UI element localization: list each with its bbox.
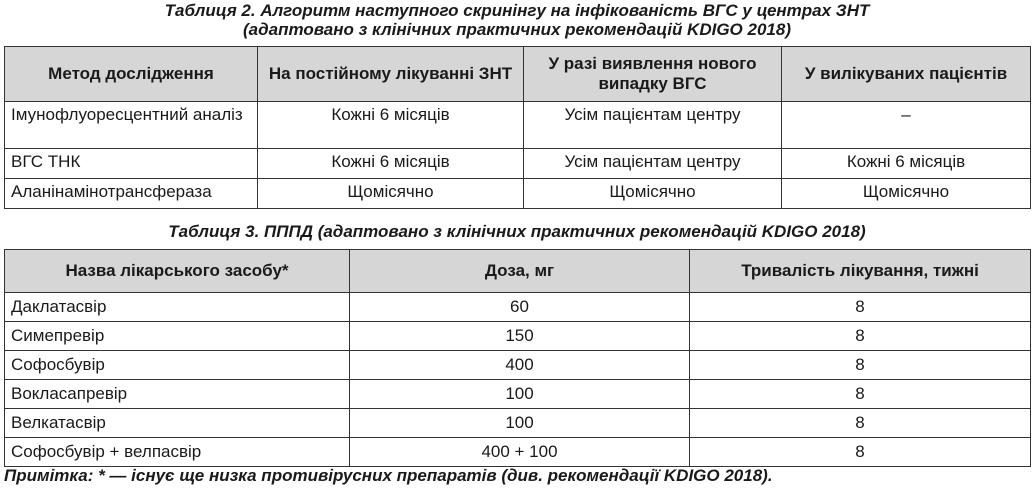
cell-cured: Щомісячно [782, 179, 1031, 209]
cell-drug: Велкатасвір [5, 409, 350, 438]
cell-dose: 150 [350, 322, 690, 351]
cell-dose: 100 [350, 380, 690, 409]
cell-dose: 400 + 100 [350, 438, 690, 467]
cell-duration: 8 [690, 380, 1031, 409]
cell-duration: 8 [690, 351, 1031, 380]
table-row [5, 102, 1031, 149]
cell-cured: Кожні 6 місяців [782, 149, 1031, 179]
cell-cured: – [782, 102, 1031, 149]
daa-drugs-table [4, 249, 1031, 467]
cell-drug: Симепревір [5, 322, 350, 351]
table2-caption [0, 1, 1034, 39]
cell-permanent: Щомісячно [258, 179, 524, 209]
cell-new-case: Щомісячно [524, 179, 782, 209]
cell-duration: 8 [690, 322, 1031, 351]
header-permanent-treatment: На постійному лікуванні ЗНТ [258, 47, 524, 102]
cell-drug: Даклатасвір [5, 293, 350, 322]
header-new-case: У разі виявлення нового випадку ВГС [524, 47, 782, 102]
cell-duration: 8 [690, 409, 1031, 438]
table-row [5, 380, 1031, 409]
table-row [5, 409, 1031, 438]
cell-dose: 400 [350, 351, 690, 380]
cell-duration: 8 [690, 438, 1031, 467]
cell-permanent: Кожні 6 місяців [258, 149, 524, 179]
cell-duration: 8 [690, 293, 1031, 322]
cell-new-case: Усім пацієнтам центру [524, 102, 782, 149]
cell-drug: Вокласапревір [5, 380, 350, 409]
cell-method: ВГС ТНК [5, 149, 258, 179]
header-duration: Тривалість лікування, тижні [690, 250, 1031, 293]
cell-method: Аланінамінотрансфераза [5, 179, 258, 209]
table-header-row [5, 250, 1031, 293]
header-dose: Доза, мг [350, 250, 690, 293]
table2-caption-line2: (адаптовано з клінічних практичних рекомендацій KDIGO 2018) [242, 20, 791, 39]
table-header-row [5, 47, 1031, 102]
header-drug-name: Назва лікарського засобу* [5, 250, 350, 293]
cell-new-case: Усім пацієнтам центру [524, 149, 782, 179]
header-cured-patients: У вилікуваних пацієнтів [782, 47, 1031, 102]
screening-algorithm-table [4, 46, 1031, 209]
cell-drug: Софосбувір + велпасвір [5, 438, 350, 467]
table-row [5, 351, 1031, 380]
table-row [5, 322, 1031, 351]
cell-method: Імунофлуоресцентний аналіз [5, 102, 258, 149]
table2-caption-line1: Таблиця 2. Алгоритм наступного скринінгу на інфікованість ВГС у центрах ЗНТ [164, 1, 870, 20]
cell-permanent: Кожні 6 місяців [258, 102, 524, 149]
table-row [5, 438, 1031, 467]
table3-caption: Таблиця 3. ПППД (адаптовано з клінічних практичних рекомендацій KDIGO 2018) [168, 222, 866, 241]
header-method: Метод дослідження [5, 47, 258, 102]
cell-dose: 100 [350, 409, 690, 438]
footnote: Примітка: * — існує ще низка противірусних препаратів (див. рекомендації KDIGO 2018). [4, 466, 773, 485]
table-row [5, 179, 1031, 209]
table-row [5, 149, 1031, 179]
cell-dose: 60 [350, 293, 690, 322]
cell-drug: Софосбувір [5, 351, 350, 380]
table-row [5, 293, 1031, 322]
